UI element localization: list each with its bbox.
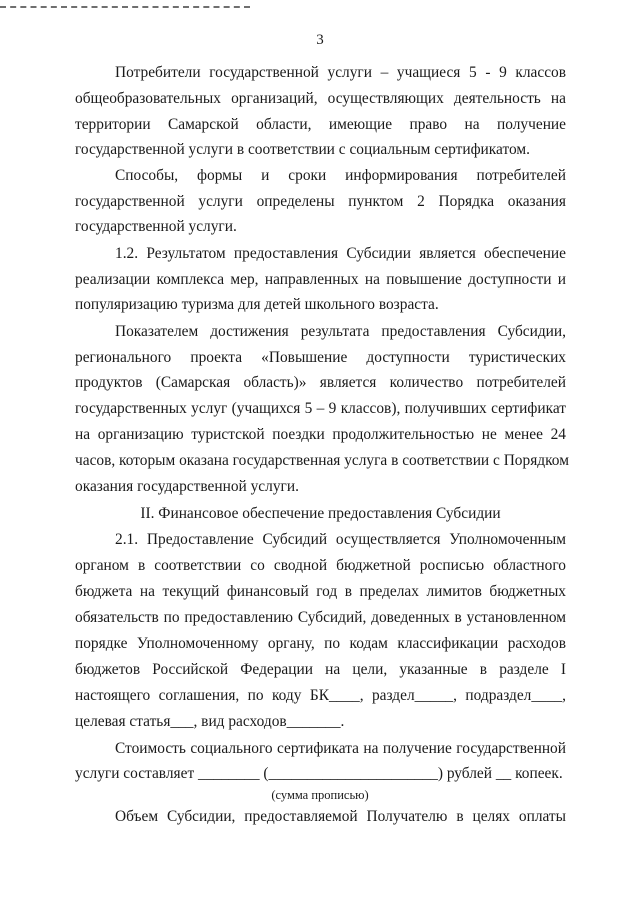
page-number: 3 <box>316 32 324 48</box>
text-line: Объем Субсидии, предоставляемой Получателю в целях оплаты <box>115 808 566 825</box>
text-line: популяризацию туризма для детей школьного возраста. <box>75 296 439 313</box>
text-line: Показателем достижения результата предоставления Субсидии, <box>115 323 566 340</box>
text-line: регионального проекта «Повышение доступности туристических <box>75 349 566 366</box>
text-line: Стоимость социального сертификата на получение государственной <box>115 740 566 757</box>
text-line: органом в соответствии со сводной бюджетной росписью областного <box>75 557 566 574</box>
text-line: государственной услуги. <box>75 218 237 235</box>
text-line: Потребители государственной услуги – учащиеся 5 - 9 классов <box>115 64 566 81</box>
text-line: на организацию туристской поездки продолжительностью не менее 24 <box>75 426 566 443</box>
text-line: территории Самарской области, имеющие право на получение <box>75 116 566 133</box>
text-line: целевая статья___, вид расходов_______. <box>75 713 345 730</box>
text-line: 1.2. Результатом предоставления Субсидии является обеспечение <box>115 245 566 262</box>
text-line: продуктов (Самарская область)» является количество потребителей <box>75 374 566 391</box>
text-line: общеобразовательных организаций, осуществляющих деятельность на <box>75 90 566 107</box>
text-line: порядке Уполномоченному органу, по кодам классификации расходов <box>75 635 566 652</box>
text-line: часов, которым оказана государственная услуга в соответствии с Порядком <box>75 452 569 469</box>
text-line: услуги составляет ________ (______________________) рублей __ копеек. <box>75 765 563 782</box>
text-line: Способы, формы и сроки информирования потребителей <box>115 167 566 184</box>
text-line: оказания государственной услуги. <box>75 478 299 495</box>
text-line: государственной услуги определены пунктом 2 Порядка оказания <box>75 193 566 210</box>
text-line: государственных услуг (учащихся 5 – 9 классов), получивших сертификат <box>75 400 566 417</box>
scan-edge-dashes <box>0 6 250 8</box>
section-heading: II. Финансовое обеспечение предоставления Субсидии <box>140 505 501 522</box>
amount-in-words-note: (сумма прописью) <box>271 788 369 802</box>
text-line: 2.1. Предоставление Субсидий осуществляется Уполномоченным <box>115 531 566 548</box>
text-line: обязательств по предоставлению Субсидий, доведенных в установленном <box>75 609 566 626</box>
text-line: реализации комплекса мер, направленных на повышение доступности и <box>75 271 566 288</box>
text-line: бюджетов Российской Федерации на цели, указанные в разделе I <box>75 661 566 678</box>
text-line: государственной услуги в соответствии с социальным сертификатом. <box>75 141 530 158</box>
text-line: бюджета на текущий финансовый год в пределах лимитов бюджетных <box>75 583 566 600</box>
text-line: настоящего соглашения, по коду БК____, раздел_____, подраздел____, <box>75 687 566 704</box>
